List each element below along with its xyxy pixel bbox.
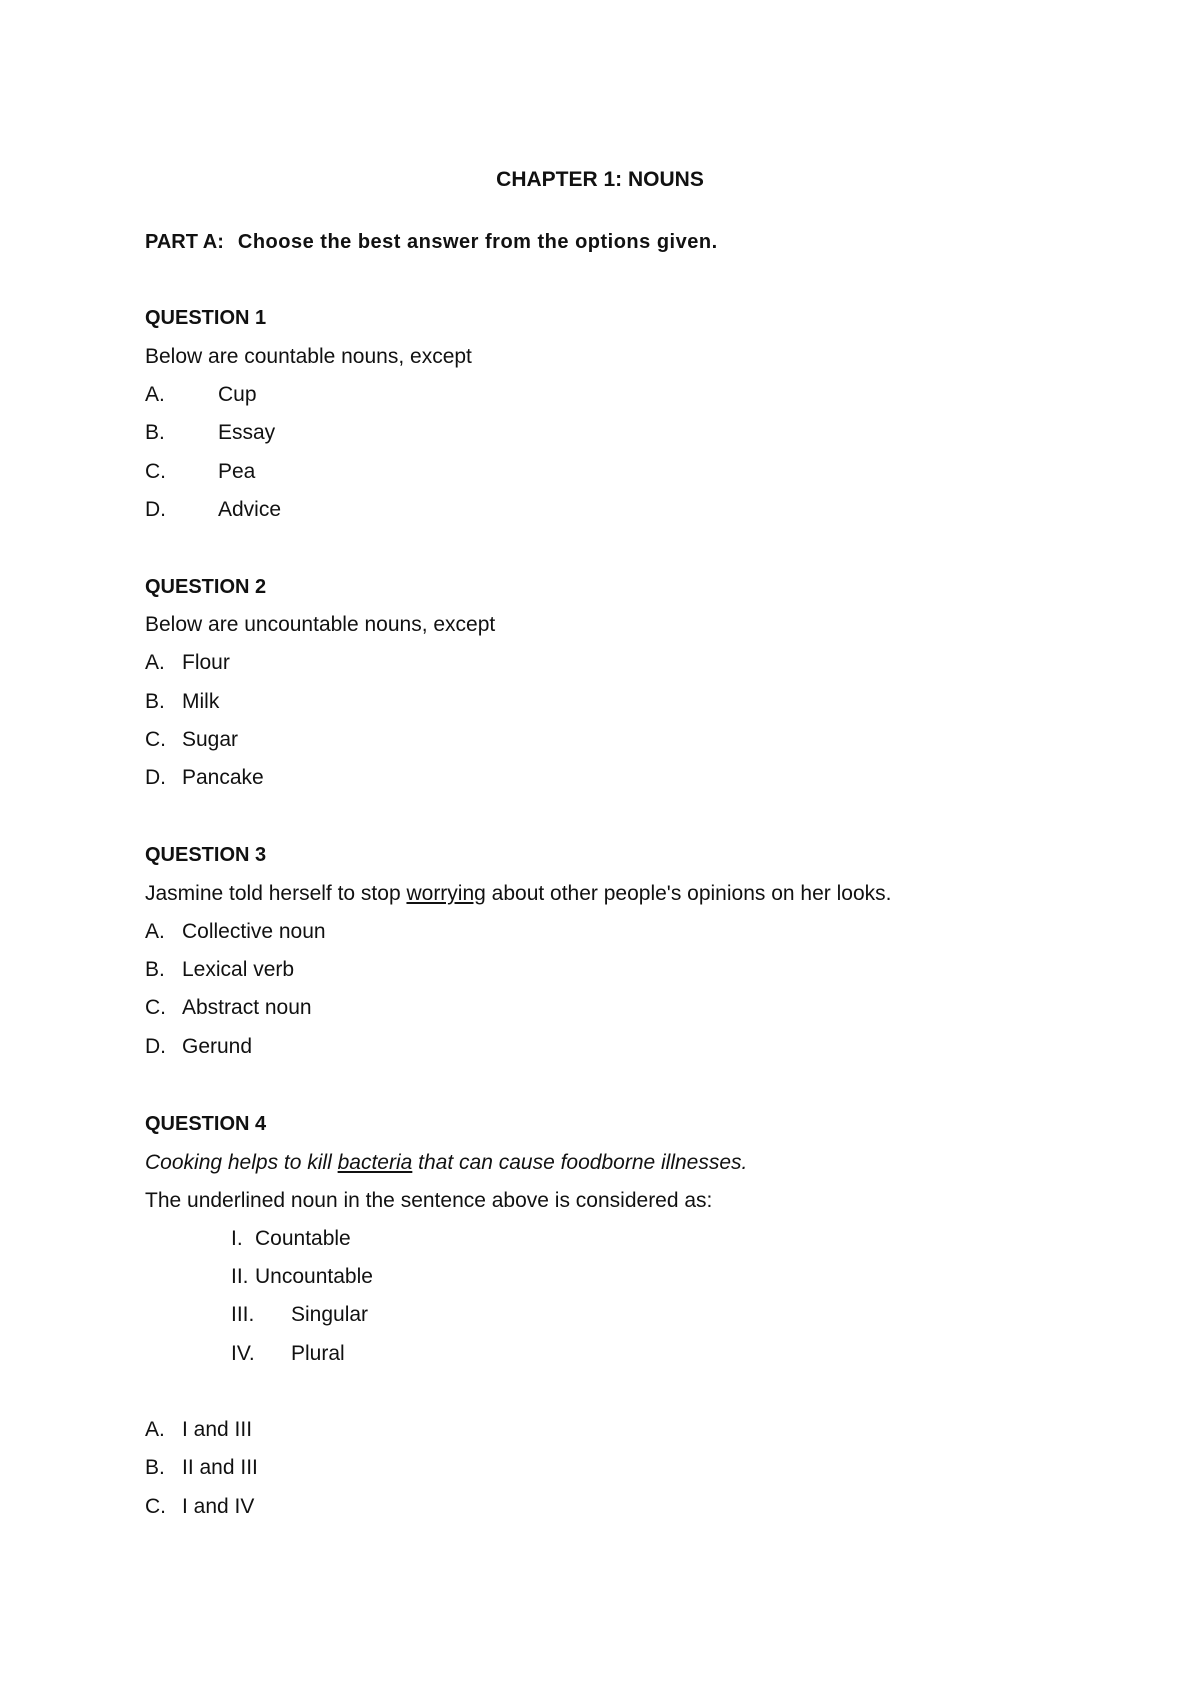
- statement-ii: [231, 1265, 373, 1289]
- statement-text: Countable: [255, 1227, 351, 1250]
- sentence-text: Cooking helps to kill: [145, 1151, 338, 1174]
- underlined-word: worrying: [406, 882, 486, 905]
- option-letter: A.: [145, 1418, 165, 1441]
- question-4-option-c: [145, 1495, 254, 1519]
- option-text: Sugar: [182, 728, 239, 751]
- option-text: Gerund: [182, 1035, 253, 1058]
- option-letter: B.: [145, 958, 165, 981]
- statement-iii: [231, 1303, 368, 1327]
- question-1-option-b: [145, 421, 275, 445]
- option-letter: D.: [145, 766, 166, 789]
- question-3-option-c: [145, 996, 312, 1020]
- statement-numeral: II.: [231, 1265, 249, 1288]
- question-1-prompt: Below are countable nouns, except: [145, 345, 472, 368]
- question-2-option-d: [145, 766, 264, 790]
- question-3-option-d: [145, 1035, 252, 1059]
- question-1-heading: QUESTION 1: [145, 307, 267, 329]
- option-text: Flour: [182, 651, 230, 674]
- option-letter: A.: [145, 920, 165, 943]
- option-text: Collective noun: [182, 920, 326, 943]
- statement-numeral: III.: [231, 1303, 255, 1326]
- option-text: I and IV: [182, 1495, 255, 1518]
- option-text: I and III: [182, 1418, 253, 1441]
- sentence-text: that can cause foodborne illnesses.: [412, 1151, 748, 1174]
- option-text: Advice: [218, 498, 282, 521]
- underlined-word: bacteria: [337, 1151, 413, 1174]
- option-text: Abstract noun: [182, 996, 312, 1019]
- option-text: Essay: [218, 421, 276, 444]
- question-3-option-a: [145, 920, 326, 944]
- option-letter: C.: [145, 996, 166, 1019]
- question-1-option-c: [145, 460, 255, 484]
- statement-numeral: IV.: [231, 1342, 255, 1365]
- prompt-text: about other people's opinions on her looks.: [485, 882, 892, 905]
- option-text: Pancake: [182, 766, 264, 789]
- question-1-option-d: [145, 498, 281, 522]
- statement-text: Uncountable: [255, 1265, 373, 1288]
- question-3-prompt: [145, 882, 891, 906]
- statement-numeral: I.: [231, 1227, 243, 1250]
- question-4-option-a: [145, 1418, 252, 1442]
- prompt-text: Jasmine told herself to stop: [145, 882, 407, 905]
- option-letter: B.: [145, 1456, 165, 1479]
- question-1-option-a: [145, 383, 257, 407]
- option-letter: C.: [145, 728, 166, 751]
- option-letter: A.: [145, 651, 165, 674]
- statement-text: Plural: [291, 1342, 345, 1365]
- statement-iv: [231, 1342, 345, 1366]
- option-letter: D.: [145, 1035, 166, 1058]
- question-4-option-b: [145, 1456, 258, 1480]
- option-text: Cup: [218, 383, 257, 406]
- option-letter: B.: [145, 421, 165, 444]
- part-instruction: Choose the best answer from the options given.: [237, 231, 718, 253]
- question-4-heading: QUESTION 4: [145, 1113, 267, 1135]
- question-4-sentence: [145, 1151, 747, 1175]
- question-2-prompt: Below are uncountable nouns, except: [145, 613, 496, 636]
- option-text: II and III: [182, 1456, 258, 1479]
- option-letter: B.: [145, 690, 165, 713]
- statement-i: [231, 1227, 351, 1251]
- page-title: CHAPTER 1: NOUNS: [496, 168, 704, 191]
- statement-text: Singular: [291, 1303, 369, 1326]
- option-text: Pea: [218, 460, 256, 483]
- question-3-heading: QUESTION 3: [145, 844, 267, 866]
- question-3-option-b: [145, 958, 294, 982]
- option-text: Milk: [182, 690, 220, 713]
- option-text: Lexical verb: [182, 958, 295, 981]
- question-2-option-a: [145, 651, 230, 675]
- option-letter: A.: [145, 383, 165, 406]
- question-2-heading: QUESTION 2: [145, 576, 267, 598]
- option-letter: C.: [145, 460, 166, 483]
- option-letter: D.: [145, 498, 166, 521]
- part-a-header: [145, 231, 718, 254]
- option-letter: C.: [145, 1495, 166, 1518]
- question-2-option-b: [145, 690, 219, 714]
- part-label: PART A:: [145, 231, 224, 253]
- question-4-prompt: The underlined noun in the sentence above is considered as:: [145, 1189, 713, 1212]
- question-2-option-c: [145, 728, 238, 752]
